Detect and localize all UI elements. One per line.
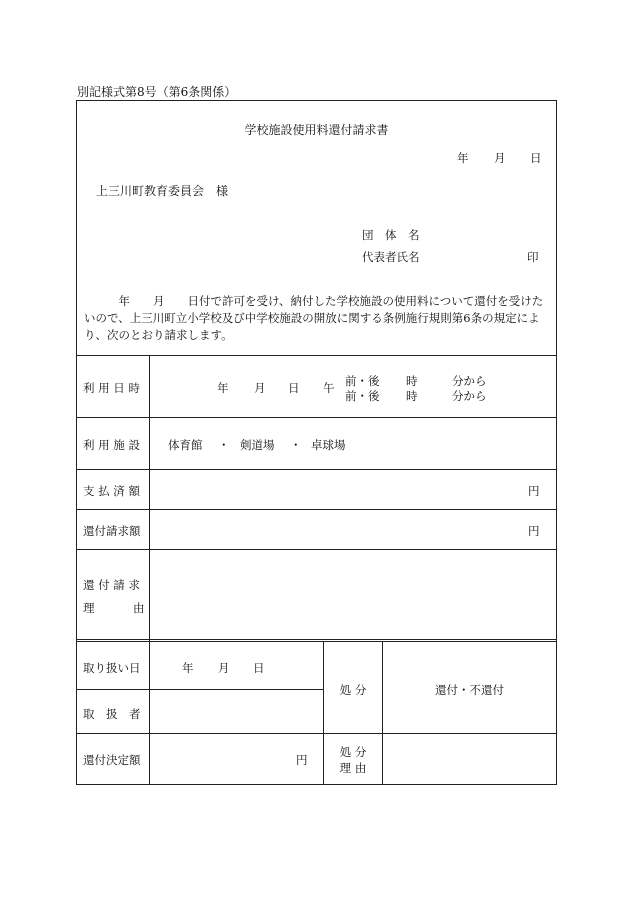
usage-year: 年 bbox=[217, 381, 229, 395]
refund-reason-label-yu: 由 bbox=[133, 601, 145, 615]
paid-unit: 円 bbox=[528, 484, 540, 498]
start-minute: 分から bbox=[452, 374, 487, 388]
paragraph-line: いので、上三川町立小学校及び中学校施設の開放に関する条例施行規則第6条の規定によ bbox=[84, 311, 540, 325]
frame-top bbox=[76, 100, 557, 101]
representative-label: 代表者氏名 bbox=[362, 250, 420, 264]
usage-day: 日 bbox=[288, 381, 300, 395]
date-year: 年 bbox=[457, 151, 469, 165]
refund-reason-label-ri: 理 bbox=[83, 601, 95, 615]
facility-label: 利 用 施 設 bbox=[83, 438, 140, 452]
start-hour: 時 bbox=[406, 374, 418, 388]
usage-noon: 午 bbox=[323, 381, 335, 395]
decision-amount-unit: 円 bbox=[296, 753, 308, 767]
paragraph-line: り、次のとおり請求します。 bbox=[84, 328, 233, 342]
usage-month: 月 bbox=[254, 381, 266, 395]
disposition-label: 処 分 bbox=[339, 683, 367, 697]
decision-amount-label: 還付決定額 bbox=[83, 753, 141, 767]
frame-left bbox=[76, 100, 77, 785]
refund-reason-label: 還 付 請 求 bbox=[83, 578, 140, 592]
end-hour: 時 bbox=[406, 389, 418, 403]
disposition-reason-label: 処 分 bbox=[339, 745, 367, 759]
usage-date-label: 利 用 日 時 bbox=[83, 381, 140, 395]
handled-year: 年 bbox=[182, 661, 194, 675]
facility-separator: ・ bbox=[290, 438, 302, 452]
facility-table-tennis: 卓球場 bbox=[311, 438, 346, 452]
end-minute: 分から bbox=[452, 389, 487, 403]
paid-amount-label: 支 払 済 額 bbox=[83, 484, 140, 498]
office-row-divider bbox=[76, 689, 324, 690]
paragraph-line: 年 月 日付で許可を受け、納付した学校施設の使用料について還付を受けた bbox=[84, 294, 544, 308]
org-name-label: 団 体 名 bbox=[362, 228, 420, 242]
handled-day: 日 bbox=[253, 661, 265, 675]
office-col-divider bbox=[149, 641, 150, 785]
refund-request-unit: 円 bbox=[528, 524, 540, 538]
date-day: 日 bbox=[530, 151, 542, 165]
facility-kendo-hall: 剣道場 bbox=[240, 438, 275, 452]
date-month: 月 bbox=[494, 151, 506, 165]
start-ampm: 前・後 bbox=[345, 374, 380, 388]
disposition-reason-label: 理 由 bbox=[339, 761, 367, 775]
refund-request-label: 還付請求額 bbox=[83, 524, 141, 538]
handled-date-label: 取り扱い日 bbox=[83, 661, 141, 675]
handled-month: 月 bbox=[218, 661, 230, 675]
facility-gym: 体育館 bbox=[168, 438, 203, 452]
seal-mark: 印 bbox=[527, 250, 539, 264]
form-title: 学校施設使用料還付請求書 bbox=[244, 123, 389, 137]
request-paragraph bbox=[84, 293, 554, 344]
disposition-value: 還付・不還付 bbox=[435, 683, 504, 697]
form-number: 別記様式第8号（第6条関係） bbox=[77, 85, 237, 99]
handler-label: 取 扱 者 bbox=[83, 707, 141, 721]
end-ampm: 前・後 bbox=[345, 389, 380, 403]
facility-separator: ・ bbox=[218, 438, 230, 452]
label-column-divider bbox=[149, 355, 150, 641]
addressee: 上三川町教育委員会 様 bbox=[96, 184, 229, 198]
office-row-divider bbox=[76, 733, 557, 734]
